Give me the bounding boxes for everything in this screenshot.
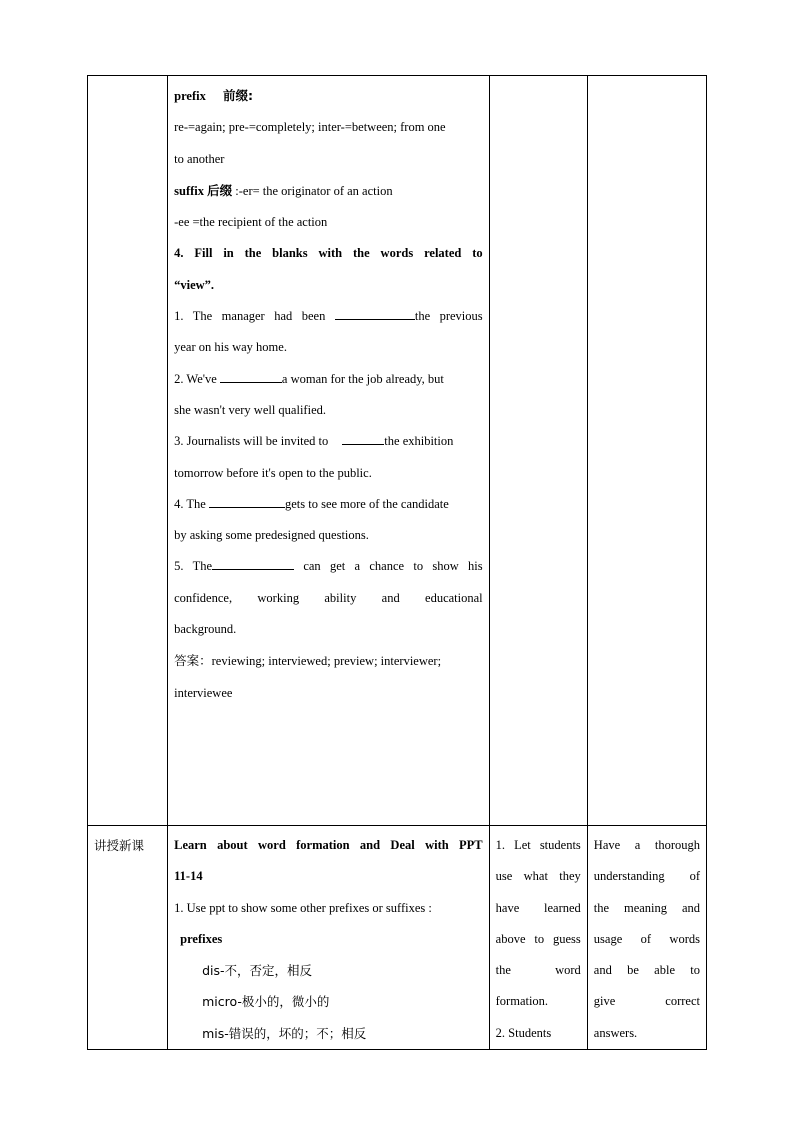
purpose-line: understanding of bbox=[593, 869, 700, 884]
stage-cell bbox=[88, 76, 168, 826]
step-1-text: 1. Use ppt to show some other prefixes or suffixes : bbox=[174, 900, 432, 915]
purpose-line: and be able to bbox=[593, 963, 700, 978]
answer-key bbox=[174, 645, 483, 677]
question-5-end: background. bbox=[174, 622, 237, 637]
activity-line: 1. Let students bbox=[495, 838, 581, 852]
activity-line: above to guess bbox=[495, 931, 581, 946]
purpose-cell bbox=[587, 826, 706, 1050]
section-title-cont: 11-14 bbox=[174, 869, 203, 884]
teacher-activity-cell bbox=[489, 826, 587, 1050]
question-3-cont: tomorrow before it's open to the public. bbox=[174, 465, 372, 480]
stage-cell bbox=[88, 826, 168, 1050]
question-5: 5. The can get a chance to show his bbox=[174, 551, 483, 582]
exercise-title-cont: “view”. bbox=[174, 277, 215, 292]
prefix-label: prefix bbox=[174, 89, 206, 103]
prefix-micro: micro-极小的，微小的 bbox=[202, 994, 330, 1010]
question-5-cont: confidence, working ability and educational bbox=[174, 590, 483, 605]
table-row bbox=[88, 76, 707, 826]
suffix-cn-label: 后缀 bbox=[207, 182, 233, 198]
answer-values: reviewing; interviewed; preview; interviewer; bbox=[211, 654, 442, 669]
lesson-plan-table bbox=[87, 75, 707, 1050]
answer-values-cont: interviewee bbox=[174, 685, 233, 700]
activity-line: 2. Students bbox=[495, 1025, 552, 1040]
section-title: Learn about word formation and Deal with PPT bbox=[174, 838, 483, 852]
answer-label: 答案： bbox=[174, 653, 212, 669]
prefix-cn-label: 前缀: bbox=[222, 88, 253, 103]
purpose-line: the meaning and bbox=[593, 900, 700, 915]
suffix-er-meaning: :-er= the originator of an action bbox=[235, 183, 393, 198]
purpose-line: Have a thorough bbox=[593, 838, 700, 852]
question-4-cont: by asking some predesigned questions. bbox=[174, 528, 369, 543]
purpose-line: answers. bbox=[593, 1025, 638, 1040]
activity-line: formation. bbox=[495, 994, 549, 1009]
suffix-ee-meaning: -ee =the recipient of the action bbox=[174, 215, 328, 230]
activity-line: use what they bbox=[495, 869, 581, 884]
suffix-label: suffix bbox=[174, 183, 204, 198]
suffix-heading bbox=[174, 175, 483, 207]
exercise-title: 4. Fill in the blanks with the words related to bbox=[174, 246, 483, 261]
question-1-cont: year on his way home. bbox=[174, 340, 287, 355]
activity-line: the word bbox=[495, 963, 581, 978]
prefix-meanings-line2: to another bbox=[174, 151, 225, 166]
answer-blank[interactable] bbox=[342, 430, 384, 445]
prefix-dis: dis-不，否定，相反 bbox=[202, 963, 313, 979]
content-cell bbox=[168, 76, 490, 826]
question-2-cont: she wasn't very well qualified. bbox=[174, 402, 326, 417]
answer-blank[interactable] bbox=[335, 305, 415, 320]
purpose-line: usage of words bbox=[593, 931, 700, 946]
content-cell bbox=[168, 826, 490, 1050]
prefix-heading bbox=[174, 76, 483, 112]
prefix-mis: mis-错误的，坏的；不；相反 bbox=[202, 1025, 367, 1041]
answer-blank[interactable] bbox=[212, 555, 294, 570]
activity-line: have learned bbox=[495, 900, 581, 915]
question-1: 1. The manager had been the previous bbox=[174, 301, 483, 332]
prefix-meanings-line1: re-=again; pre-=completely; inter-=between; from one bbox=[174, 120, 446, 135]
question-4: 4. The gets to see more of the candidate bbox=[174, 489, 483, 520]
teacher-activity-cell bbox=[489, 76, 587, 826]
question-2: 2. We've a woman for the job already, but bbox=[174, 364, 483, 395]
answer-blank[interactable] bbox=[209, 493, 285, 508]
prefixes-label: prefixes bbox=[180, 931, 223, 946]
purpose-line: give correct bbox=[593, 994, 700, 1009]
question-3: 3. Journalists will be invited to the exhibition bbox=[174, 426, 483, 457]
table-row bbox=[88, 826, 707, 1050]
stage-label: 讲授新课 bbox=[94, 838, 145, 853]
answer-blank[interactable] bbox=[220, 368, 282, 383]
purpose-cell bbox=[587, 76, 706, 826]
